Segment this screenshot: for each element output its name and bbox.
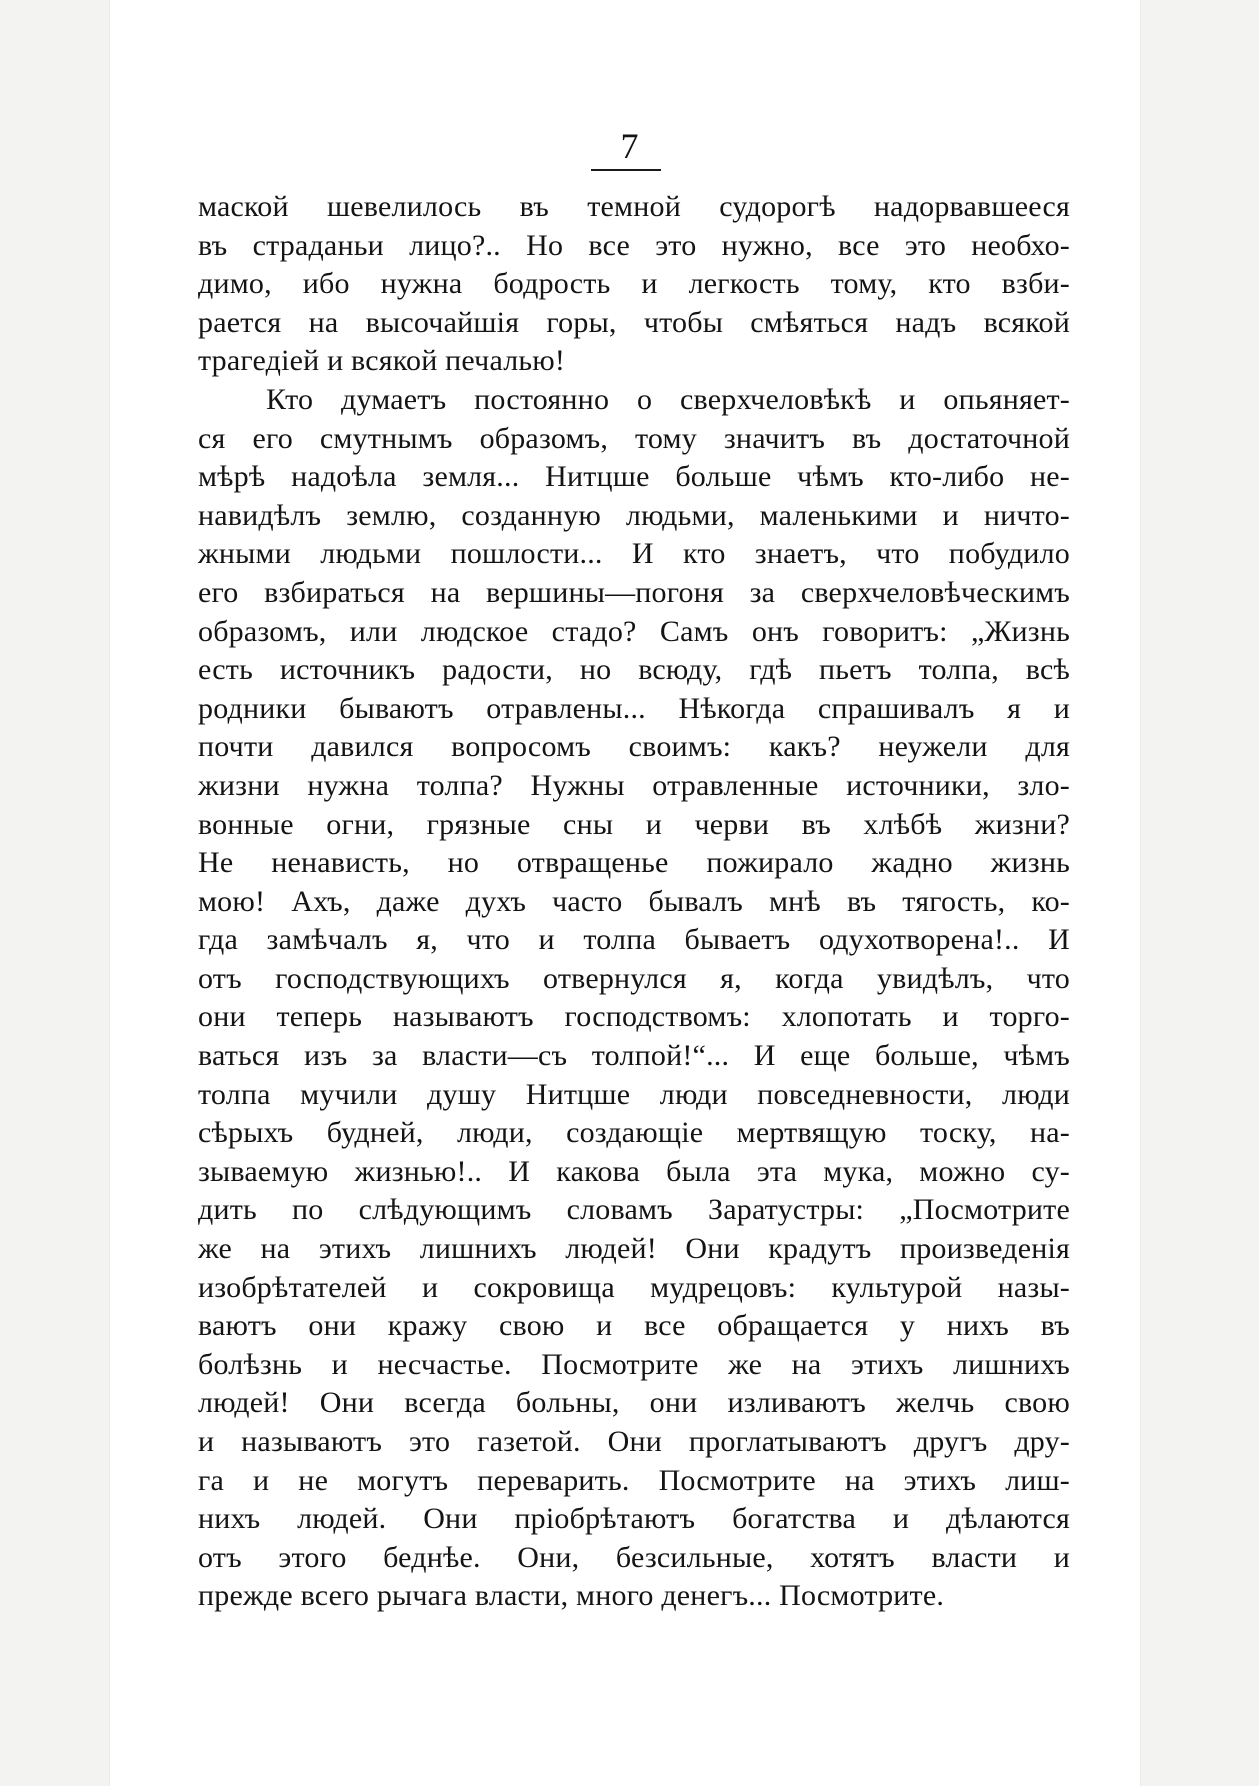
body-text [198,188,1070,1616]
text-line: вонные огни, грязные сны и черви въ хлѣбѣ жизни? [198,807,1070,841]
text-line: отъ этого беднѣе. Они, безсильные, хотятъ власти и [198,1540,1070,1574]
text-line: навидѣлъ землю, созданную людьми, маленькими и ничто- [198,498,1070,532]
text-line: почти давился вопросомъ своимъ: какъ? неужели для [198,730,1070,764]
text-line: прежде всего рычага власти, много денегъ... Посмотрите. [198,1579,945,1613]
text-line: изобрѣтателей и сокровища мудрецовъ: культурой назы- [198,1270,1070,1304]
text-line: людей! Они всегда больны, они изливаютъ желчь свою [198,1386,1070,1420]
text-line: мою! Ахъ, даже духъ часто бывалъ мнѣ въ тягость, ко- [198,884,1070,918]
text-line: толпа мучили душу Нитцше люди повседневности, люди [198,1077,1070,1111]
page-number-rule [591,169,661,171]
text-line: же на этихъ лишнихъ людей! Они крадутъ произведенія [198,1232,1070,1266]
text-line: болѣзнь и несчастье. Посмотрите же на этихъ лишнихъ [198,1347,1070,1381]
text-line: отъ господствующихъ отвернулся я, когда увидѣлъ, что [198,961,1070,995]
text-line: зываемую жизнью!.. И какова была эта мука, можно су- [198,1154,1070,1188]
text-line: въ страданьи лицо?.. Но все это нужно, все это необхо- [198,228,1070,262]
text-line: га и не могутъ переварить. Посмотрите на этихъ лиш- [198,1463,1070,1497]
text-line: жизни нужна толпа? Нужны отравленные источники, зло- [198,768,1070,802]
text-line: трагедіей и всякой печалью! [198,344,566,378]
text-line: ваютъ они кражу свою и все обращается у нихъ въ [198,1309,1070,1343]
text-line: рается на высочайшія горы, чтобы смѣяться надъ всякой [198,305,1070,339]
text-line: его взбираться на вершины—погоня за сверхчеловѣческимъ [198,575,1070,609]
text-line: гда замѣчалъ я, что и толпа бываетъ одухотворена!.. И [198,923,1070,957]
text-line: и называютъ это газетой. Они проглатываютъ другъ дру- [198,1425,1070,1458]
text-line: есть источникъ радости, но всюду, гдѣ пьетъ толпа, всѣ [198,653,1070,687]
text-line: они теперь называютъ господствомъ: хлопотать и торго- [198,1000,1070,1034]
text-line: сѣрыхъ будней, люди, создающіе мертвящую тоску, на- [198,1116,1070,1150]
text-line: димо, ибо нужна бодрость и легкость тому, кто взби- [198,267,1070,301]
text-line: образомъ, или людское стадо? Самъ онъ говоритъ: „Жизнь [198,614,1070,648]
text-line: жными людьми пошлости... И кто знаетъ, что побудило [198,537,1070,571]
text-line: нихъ людей. Они пріобрѣтаютъ богатства и дѣлаются [198,1502,1070,1536]
text-line: ваться изъ за власти—съ толпой!“... И еще больше, чѣмъ [198,1039,1070,1073]
text-line: дить по слѣдующимъ словамъ Заратустры: „Посмотрите [198,1193,1070,1227]
text-line: Кто думаетъ постоянно о сверхчеловѣкѣ и опьяняет- [266,382,1070,416]
text-line: мѣрѣ надоѣла земля... Нитцше больше чѣмъ кто-либо не- [198,460,1070,494]
text-line: Не ненависть, но отвращенье пожирало жадно жизнь [198,846,1070,880]
page-number: 7 [620,126,639,166]
text-line: маской шевелилось въ темной судорогѣ надорвавшееся [198,190,1070,223]
text-line: ся его смутнымъ образомъ, тому значитъ въ достаточной [198,421,1070,455]
text-line: родники бываютъ отравлены... Нѣкогда спрашивалъ я и [198,691,1070,725]
